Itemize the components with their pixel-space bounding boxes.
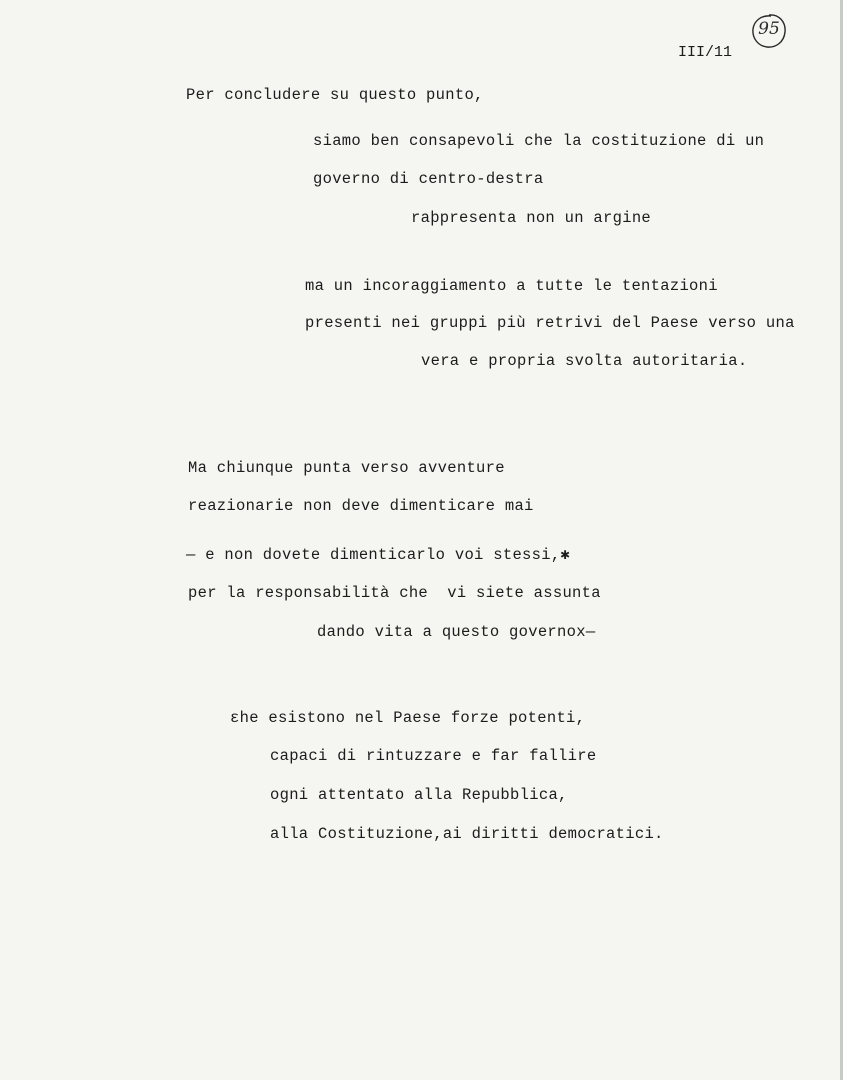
text-line: ɛhe esistono nel Paese forze potenti, — [230, 709, 586, 727]
text-line: presenti nei gruppi più retrivi del Paese verso una — [305, 314, 795, 332]
text-line: ma un incoraggiamento a tutte le tentazioni — [305, 277, 718, 295]
text-line: per la responsabilità che vi siete assunta — [188, 584, 601, 602]
text-line: Per concludere su questo punto, — [186, 86, 484, 104]
text-line: reazionarie non deve dimenticare mai — [188, 497, 534, 515]
text-line: governo di centro-destra — [313, 170, 544, 188]
text-line: alla Costituzione,ai diritti democratici. — [270, 825, 664, 843]
text-line: vera e propria svolta autoritaria. — [421, 352, 748, 370]
handwritten-number-text: 95 — [758, 19, 780, 39]
page-number: III/11 — [678, 44, 733, 61]
text-line: Ma chiunque punta verso avventure — [188, 459, 505, 477]
text-line: raþpresenta non un argine — [411, 209, 652, 227]
text-line: — e non dovete dimenticarlo voi stessi,✱ — [186, 546, 571, 564]
handwritten-page-number — [750, 12, 788, 50]
text-line: capaci di rintuzzare e far fallire — [270, 747, 597, 765]
text-line: dando vita a questo governox— — [317, 623, 596, 641]
text-line: siamo ben consapevoli che la costituzione di un — [313, 132, 765, 150]
text-line: ogni attentato alla Repubblica, — [270, 786, 568, 804]
